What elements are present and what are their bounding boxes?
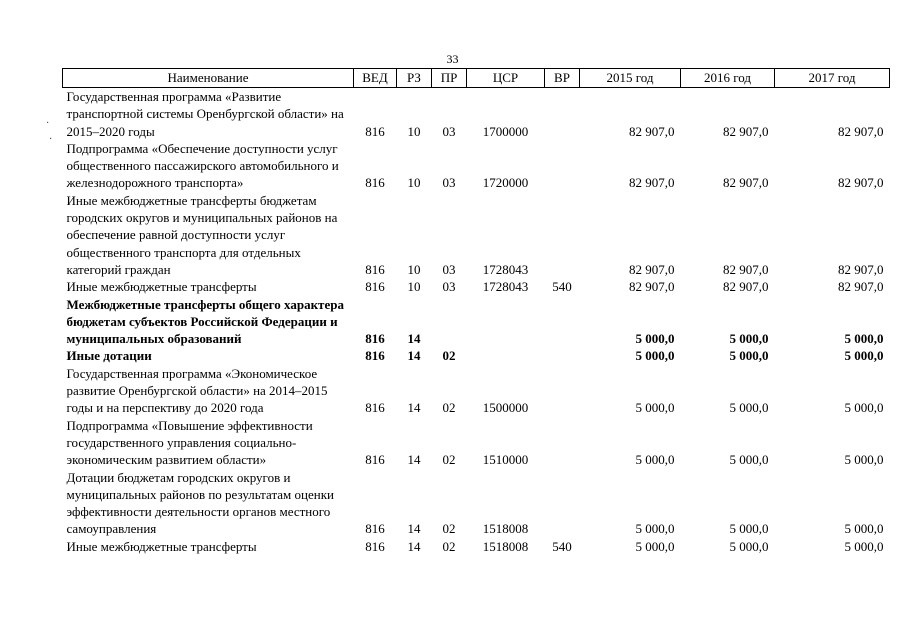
row-2016: 5 000,0 (729, 538, 769, 554)
col-header-pr: ПР (432, 69, 467, 88)
row-2015: 5 000,0 (635, 331, 675, 347)
row-2016: 82 907,0 (723, 279, 769, 295)
row-rz: 10 (407, 123, 421, 139)
row-name: Подпрограмма «Обеспечение доступности услуг общественного пассажирского автомобильного и железнодорожного транспорта» (66, 140, 339, 191)
row-name: Иные межбюджетные трансферты (66, 538, 257, 554)
row-2015: 5 000,0 (635, 348, 675, 364)
row-2015: 5 000,0 (635, 452, 675, 468)
row-pr: 02 (442, 538, 456, 554)
margin-mark: · (46, 118, 50, 129)
row-2017: 82 907,0 (838, 175, 884, 191)
row-2015: 5 000,0 (635, 400, 675, 416)
row-2017: 82 907,0 (838, 261, 884, 277)
col-header-vr: ВР (545, 69, 580, 88)
row-rz: 14 (407, 521, 421, 537)
row-csr: 1700000 (482, 123, 529, 139)
col-header-2016: 2016 год (681, 69, 775, 88)
row-vr (545, 347, 580, 364)
row-vr (545, 192, 580, 278)
row-2017: 5 000,0 (844, 348, 884, 364)
row-csr: 1500000 (482, 400, 529, 416)
margin-mark: · (49, 134, 53, 145)
row-csr: 1518008 (482, 538, 529, 554)
col-header-name: Наименование (63, 69, 354, 88)
row-2015: 82 907,0 (629, 123, 675, 139)
row-pr: 02 (442, 452, 456, 468)
row-rz: 14 (407, 400, 421, 416)
row-2016: 5 000,0 (729, 521, 769, 537)
row-vr (545, 469, 580, 538)
row-rz: 14 (407, 331, 421, 347)
row-rz: 14 (407, 348, 421, 364)
row-name: Иные межбюджетные трансферты бюджетам городских округов и муниципальных районов на обеспечение равной доступности услуг общественного транспорта для отдельных категорий граждан (66, 192, 338, 277)
row-csr: 1728043 (482, 279, 529, 295)
row-rz: 10 (407, 279, 421, 295)
row-pr: 03 (442, 123, 456, 139)
row-name: Государственная программа «Экономическое развитие Оренбургской области» на 2014–2015 годы и на перспективу до 2020 года (66, 365, 328, 416)
row-ved: 816 (365, 348, 385, 364)
row-csr: 1728043 (482, 261, 529, 277)
table-row (63, 88, 890, 140)
row-pr: 03 (442, 175, 456, 191)
table-header-row (63, 69, 890, 88)
row-ved: 816 (365, 123, 385, 139)
table-row (63, 538, 890, 555)
row-rz: 14 (407, 452, 421, 468)
col-header-2015: 2015 год (580, 69, 681, 88)
row-rz: 10 (407, 261, 421, 277)
row-2016: 82 907,0 (723, 261, 769, 277)
row-2015: 82 907,0 (629, 279, 675, 295)
row-2015: 82 907,0 (629, 175, 675, 191)
row-ved: 816 (365, 175, 385, 191)
row-2017: 82 907,0 (838, 123, 884, 139)
table-row (63, 347, 890, 364)
row-pr: 02 (442, 400, 456, 416)
row-vr (545, 88, 580, 140)
row-vr (545, 417, 580, 469)
row-ved: 816 (365, 400, 385, 416)
page-number: 33 (446, 52, 459, 66)
row-vr (545, 296, 580, 348)
row-2016: 5 000,0 (729, 452, 769, 468)
row-rz: 10 (407, 175, 421, 191)
row-name: Иные дотации (66, 348, 152, 364)
row-2015: 5 000,0 (635, 538, 675, 554)
row-pr: 03 (442, 261, 456, 277)
row-2016: 5 000,0 (729, 348, 769, 364)
row-csr: 1720000 (482, 175, 529, 191)
row-ved: 816 (365, 261, 385, 277)
col-header-ved: ВЕД (354, 69, 397, 88)
row-vr: 540 (552, 538, 572, 554)
row-2017: 5 000,0 (844, 521, 884, 537)
table-row (63, 278, 890, 295)
row-pr: 02 (442, 348, 456, 364)
row-csr (467, 347, 545, 364)
row-ved: 816 (365, 279, 385, 295)
row-name: Иные межбюджетные трансферты (66, 279, 257, 295)
row-2015: 5 000,0 (635, 521, 675, 537)
row-vr: 540 (552, 279, 572, 295)
row-ved: 816 (365, 452, 385, 468)
col-header-csr: ЦСР (467, 69, 545, 88)
table-row (63, 469, 890, 538)
row-2016: 5 000,0 (729, 331, 769, 347)
row-vr (545, 140, 580, 192)
row-2017: 5 000,0 (844, 452, 884, 468)
row-csr: 1510000 (482, 452, 529, 468)
row-pr (432, 296, 467, 348)
row-name: Государственная программа «Развитие транспортной системы Оренбургской области» на 2015–2020 годы (66, 89, 344, 139)
row-ved: 816 (365, 521, 385, 537)
row-csr (467, 296, 545, 348)
row-2017: 5 000,0 (844, 331, 884, 347)
table-row (63, 140, 890, 192)
row-2017: 5 000,0 (844, 400, 884, 416)
row-pr: 02 (442, 521, 456, 537)
row-2016: 82 907,0 (723, 123, 769, 139)
row-name: Межбюджетные трансферты общего характера бюджетам субъектов Российской Федерации и муниципальных образований (66, 296, 344, 347)
row-ved: 816 (365, 538, 385, 554)
row-2016: 5 000,0 (729, 400, 769, 416)
row-csr: 1518008 (482, 521, 529, 537)
row-name: Дотации бюджетам городских округов и муниципальных районов по результатам оценки эффективности деятельности органов местного самоуправления (66, 469, 334, 537)
row-2016: 82 907,0 (723, 175, 769, 191)
row-2017: 5 000,0 (844, 538, 884, 554)
row-ved: 816 (365, 331, 385, 347)
row-name: Подпрограмма «Повышение эффективности государственного управления социально-экономическим развитием области» (66, 417, 313, 468)
row-rz: 14 (407, 538, 421, 554)
row-vr (545, 365, 580, 417)
table-row (63, 417, 890, 469)
col-header-2017: 2017 год (775, 69, 890, 88)
table-row (63, 365, 890, 417)
row-pr: 03 (442, 279, 456, 295)
col-header-rz: РЗ (397, 69, 432, 88)
table-row (63, 192, 890, 278)
row-2017: 82 907,0 (838, 279, 884, 295)
table-row (63, 296, 890, 348)
row-2015: 82 907,0 (629, 261, 675, 277)
budget-table (62, 68, 890, 555)
